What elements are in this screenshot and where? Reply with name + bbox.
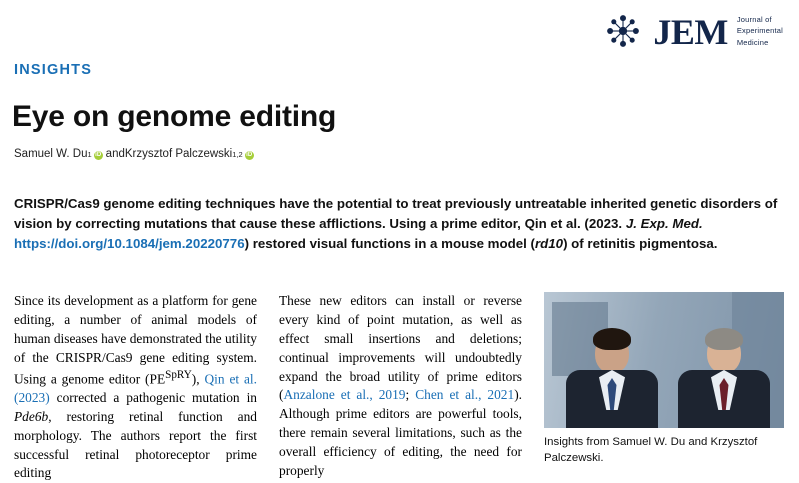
orcid-icon[interactable]: [245, 151, 254, 160]
article-body: [14, 292, 786, 483]
author-byline: [14, 148, 257, 160]
orcid-icon[interactable]: [94, 151, 103, 160]
col1-text-c: corrected a pathogenic mutation in: [49, 389, 257, 405]
author-two-name: Krzysztof Palczewski: [124, 148, 233, 160]
photo-person-left-head: [595, 333, 629, 373]
citation-link-chen[interactable]: Chen et al., 2021: [415, 387, 515, 403]
photo-person-right-body: [678, 370, 770, 428]
section-kicker: INSIGHTS: [14, 62, 93, 78]
citation-link-anzalone[interactable]: Anzalone et al., 2019: [283, 387, 406, 403]
photo-person-left-hair: [593, 328, 631, 350]
page-title: Eye on genome editing: [12, 100, 337, 134]
col1-superscript: SpRY: [165, 368, 192, 381]
col2-text-a: These new editors can install or reverse every kind of point mutation, as well as effect small insertions and deletions; continual improvements will undoubtedly expand the broad utility of prime editors (: [279, 293, 522, 403]
photo-person-right-head: [707, 333, 741, 373]
journal-subtitle-line2: Experimental: [736, 26, 783, 36]
standfirst-model-name: rd10: [534, 236, 564, 252]
body-paragraph-2: [279, 292, 522, 481]
author-one-name: Samuel W. Du: [14, 148, 88, 160]
author-two-affiliation: 1,2: [232, 149, 243, 159]
figure-column: [544, 292, 784, 483]
figure-caption: Insights from Samuel W. Du and Krzysztof Palczewski.: [544, 436, 758, 464]
standfirst-part-1: CRISPR/Cas9 genome editing techniques have the potential to treat previously untreatable inherited genetic disorders of vision by correcting mutations that cause these afflictions. Using a prime editor, Qin et al. (2023.: [14, 196, 778, 232]
article-standfirst: [14, 194, 784, 255]
author-one-affiliation: 1: [87, 149, 92, 159]
col1-text-d: , restoring retinal function and morphology. The authors report the first successful retinal photoreceptor prime editing: [14, 408, 257, 481]
col1-gene-name: Pde6b: [14, 408, 49, 424]
standfirst-part-2: ) restored visual functions in a mouse model (: [244, 236, 535, 252]
jem-logo-icon: [600, 8, 646, 54]
journal-subtitle: [735, 14, 783, 48]
author-conjunction: and: [105, 148, 125, 160]
col1-text-b: ),: [191, 371, 205, 387]
doi-link[interactable]: https://doi.org/10.1084/jem.20220776: [14, 236, 245, 252]
journal-wordmark: JEM: [653, 12, 728, 52]
body-column-2: [279, 292, 522, 483]
standfirst-journal-name: J. Exp. Med.: [625, 216, 703, 232]
col2-text-b: ). Although prime editors are powerful tools, there remain several limitations, such as the overall efficiency of editing, the need for properly: [279, 387, 522, 479]
photo-person-left-body: [566, 370, 658, 428]
photo-person-left: [566, 333, 658, 428]
standfirst-part-3: ) of retinitis pigmentosa.: [563, 236, 718, 252]
citation-link-qin[interactable]: Qin et al. (2023): [14, 371, 257, 405]
photo-person-right-hair: [705, 328, 743, 350]
journal-masthead: [600, 8, 783, 54]
journal-subtitle-line3: Medicine: [736, 37, 769, 47]
body-paragraph-1: [14, 292, 257, 483]
col2-citation-separator: ;: [405, 387, 416, 403]
body-column-1: [14, 292, 257, 483]
journal-subtitle-line1: Journal of: [736, 15, 772, 25]
col1-text-a: Since its development as a platform for gene editing, a number of animal models of human diseases have demonstrated the utility of the CRISPR/Cas9 gene editing system. Using a genome editor (PE: [14, 293, 257, 387]
authors-photo: [544, 292, 784, 428]
photo-person-right: [678, 333, 770, 428]
